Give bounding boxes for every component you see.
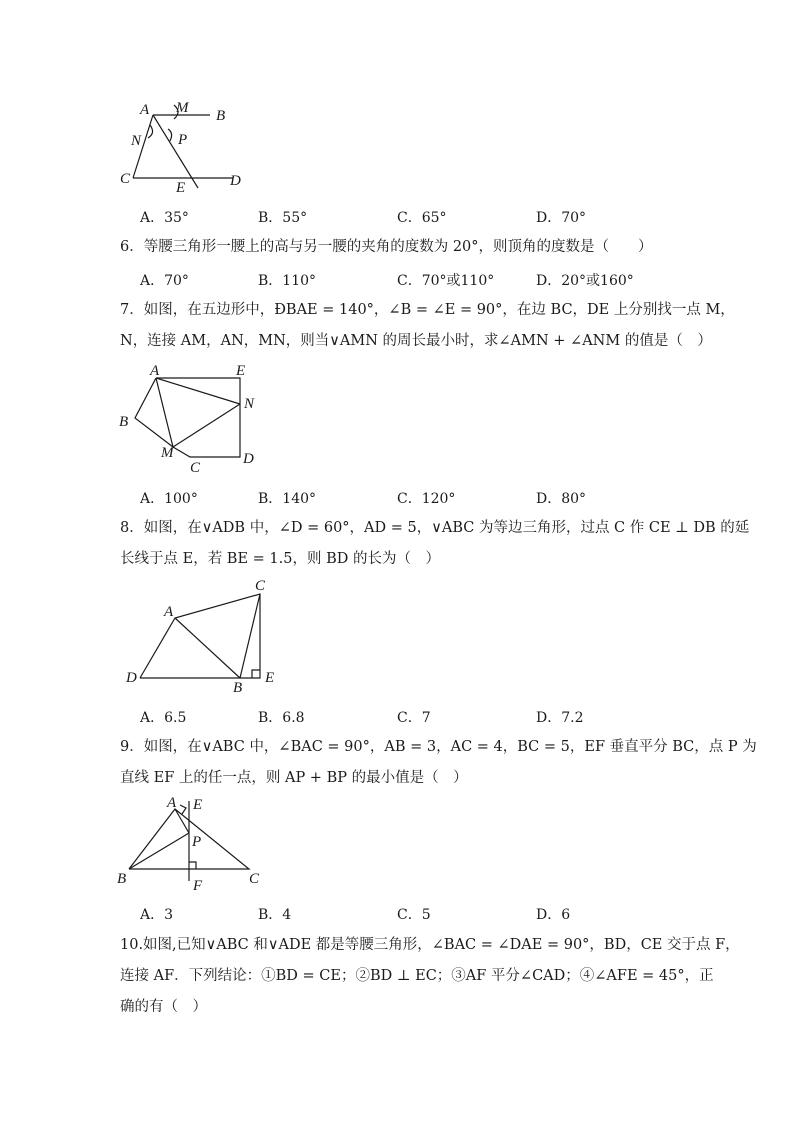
q7-option-d[interactable]: D．80° <box>536 491 587 507</box>
q7-label-E: E <box>236 363 246 379</box>
q8-line1: 8．如图，在∨ADB 中，∠D = 60°，AD = 5，∨ABC 为等边三角形，过点 C 作 CE ⊥ DB 的延 <box>120 520 750 536</box>
q8-figure <box>120 578 285 698</box>
q9-figure <box>115 795 275 895</box>
q5-label-P: P <box>178 132 188 148</box>
q5-option-c[interactable]: C．65° <box>397 210 447 226</box>
q8-line2: 长线于点 E，若 BE = 1.5，则 BD 的长为（ ） <box>120 551 440 567</box>
q7-option-a[interactable]: A．100° <box>140 491 198 507</box>
q5-label-E: E <box>176 180 186 196</box>
q6-option-b[interactable]: B．110° <box>258 273 317 289</box>
q9-label-E: E <box>193 797 203 813</box>
q9-line2: 直线 EF 上的任一点，则 AP + BP 的最小值是（ ） <box>120 770 468 786</box>
q7-option-c[interactable]: C．120° <box>397 491 456 507</box>
q8-label-C: C <box>255 578 266 594</box>
q8-option-b[interactable]: B．6.8 <box>258 710 305 726</box>
q9-label-F: F <box>193 878 203 894</box>
q8-option-d[interactable]: D．7.2 <box>536 710 584 726</box>
q9-option-d[interactable]: D．6 <box>536 907 571 923</box>
q8-label-A: A <box>164 604 174 620</box>
q6-option-a[interactable]: A．70° <box>140 273 189 289</box>
q5-label-D: D <box>230 173 241 189</box>
q8-label-E: E <box>265 670 275 686</box>
q7-label-D: D <box>243 451 254 467</box>
q7-line2: N，连接 AM，AN，MN，则当∨AMN 的周长最小时，求∠AMN + ∠ANM 的值是（ ） <box>120 333 712 349</box>
q6-option-d[interactable]: D．20°或160° <box>536 273 634 289</box>
q7-label-M: M <box>161 445 174 461</box>
q6-text: 6．等腰三角形一腰上的高与另一腰的夹角的度数为 20°，则顶角的度数是（ ） <box>120 239 653 255</box>
q9-line1: 9．如图，在∨ABC 中，∠BAC = 90°，AB = 3，AC = 4，BC = 5，EF 垂直平分 BC，点 P 为 <box>120 739 757 755</box>
q5-option-d[interactable]: D．70° <box>536 210 587 226</box>
q7-line1: 7．如图，在五边形中，ÐBAE = 140°，∠B = ∠E = 90°，在边 BC，DE 上分别找一点 M， <box>120 302 735 318</box>
q5-label-B: B <box>216 108 226 124</box>
q10-line3: 确的有（ ） <box>120 999 207 1015</box>
q9-label-B: B <box>117 871 127 887</box>
q7-label-B: B <box>119 414 129 430</box>
q5-option-b[interactable]: B．55° <box>258 210 308 226</box>
q8-option-a[interactable]: A．6.5 <box>140 710 187 726</box>
q5-label-M: M <box>176 100 189 116</box>
q9-label-A: A <box>167 795 177 811</box>
q5-option-a[interactable]: A．35° <box>140 210 189 226</box>
q8-label-B: B <box>233 680 243 696</box>
q6-option-c[interactable]: C．70°或110° <box>397 273 495 289</box>
q10-line2: 连接 AF．下列结论：①BD = CE；②BD ⊥ EC；③AF 平分∠CAD；④∠AFE = 45°，正 <box>120 968 714 984</box>
q8-label-D: D <box>126 670 137 686</box>
q5-label-C: C <box>120 171 131 187</box>
q9-label-P: P <box>192 834 202 850</box>
q10-line1: 10.如图,已知∨ABC 和∨ADE 都是等腰三角形，∠BAC = ∠DAE = 90°，BD，CE 交于点 F， <box>120 937 740 953</box>
q9-option-b[interactable]: B．4 <box>258 907 292 923</box>
q7-label-N: N <box>244 396 255 412</box>
q9-option-a[interactable]: A．3 <box>140 907 174 923</box>
q5-label-N: N <box>131 133 142 149</box>
q5-label-A: A <box>140 102 150 118</box>
q7-figure <box>115 360 265 475</box>
q7-label-C: C <box>190 460 201 476</box>
q9-label-C: C <box>249 871 260 887</box>
q8-option-c[interactable]: C．7 <box>397 710 431 726</box>
q7-option-b[interactable]: B．140° <box>258 491 317 507</box>
q5-figure <box>110 95 260 195</box>
q9-option-c[interactable]: C．5 <box>397 907 431 923</box>
q7-label-A: A <box>150 363 160 379</box>
